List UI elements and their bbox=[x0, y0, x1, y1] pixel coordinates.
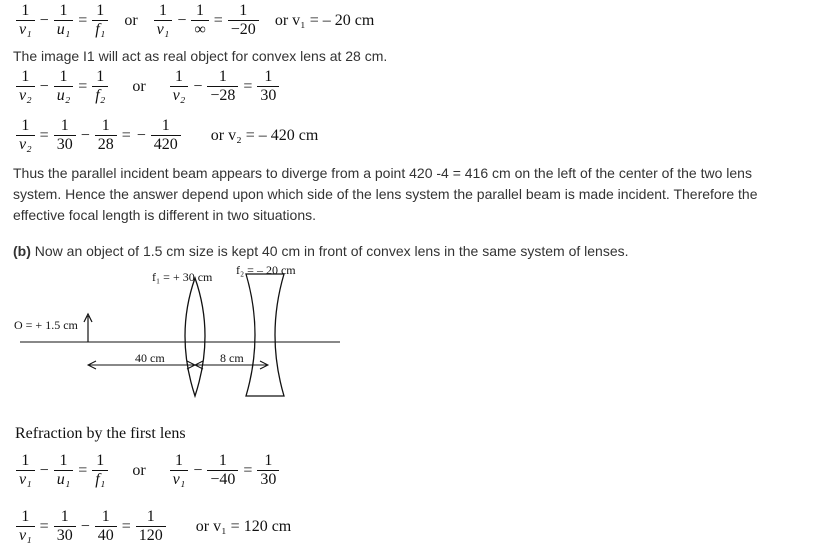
part-b-statement bbox=[13, 241, 803, 262]
distance-40cm-label: 40 cm bbox=[135, 351, 165, 365]
paragraph-conclusion: Thus the parallel incident beam appears to diverge from a point 420 -4 = 416 cm on the left of the center of the two lens system. Hence the answer depend upon which side of the lens system the parallel beam is made incident. Therefore the effective focal length is different in two situations. bbox=[13, 165, 758, 223]
object-label: O = + 1.5 cm bbox=[14, 318, 78, 332]
f2-label: f₂ = – 20 cm bbox=[236, 263, 296, 277]
equation-first-lens-2: $\frac{1}{\text{v₁}}$ = $\frac{1}{30}$ − $\frac{1}{40}$ = $\frac{1}{120}$ or v₁ = 120 cm bbox=[14, 508, 294, 545]
text-line-image-object: The image I1 will act as real object for convex lens at 28 cm. bbox=[13, 48, 388, 64]
f1-label: f₁ = + 30 cm bbox=[152, 270, 213, 284]
distance-8cm-label: 8 cm bbox=[220, 351, 244, 365]
equation-lens-2: $\frac{1}{\text{v₂}}$ − $\frac{1}{\text{u₂}}$ = $\frac{1}{\text{f₂}}$ or $\frac{1}{\text{v₂}}$ − $\frac{1}{-28}$ = $\frac{1}{30}$ bbox=[14, 68, 281, 105]
lens-diagram bbox=[0, 260, 815, 410]
part-b-text: Now an object of 1.5 cm size is kept 40 cm in front of convex lens in the same system of lenses. bbox=[30, 243, 629, 259]
equation-lens-1: $\frac{1}{\text{v₁}}$ − $\frac{1}{\text{u₁}}$ = $\frac{1}{\text{f₁}}$ or $\frac{1}{\text{v₁}}$ − $\frac{1}{\infty}$ = $\frac{1}{-20}$ or v₁ = – 20 cm bbox=[14, 2, 377, 39]
equation-first-lens-1: $\frac{1}{\text{v₁}}$ − $\frac{1}{\text{u₁}}$ = $\frac{1}{\text{f₁}}$ or $\frac{1}{\text{v₁}}$ − $\frac{1}{-40}$ = $\frac{1}{30}$ bbox=[14, 452, 281, 489]
refraction-title: Refraction by the first lens bbox=[15, 425, 186, 442]
part-b-label: (b) bbox=[13, 243, 31, 259]
equation-lens-3: $\frac{1}{\text{v₂}}$ = $\frac{1}{30}$ − $\frac{1}{28}$ = − $\frac{1}{420}$ or v₂ = – 420 cm bbox=[14, 117, 321, 154]
